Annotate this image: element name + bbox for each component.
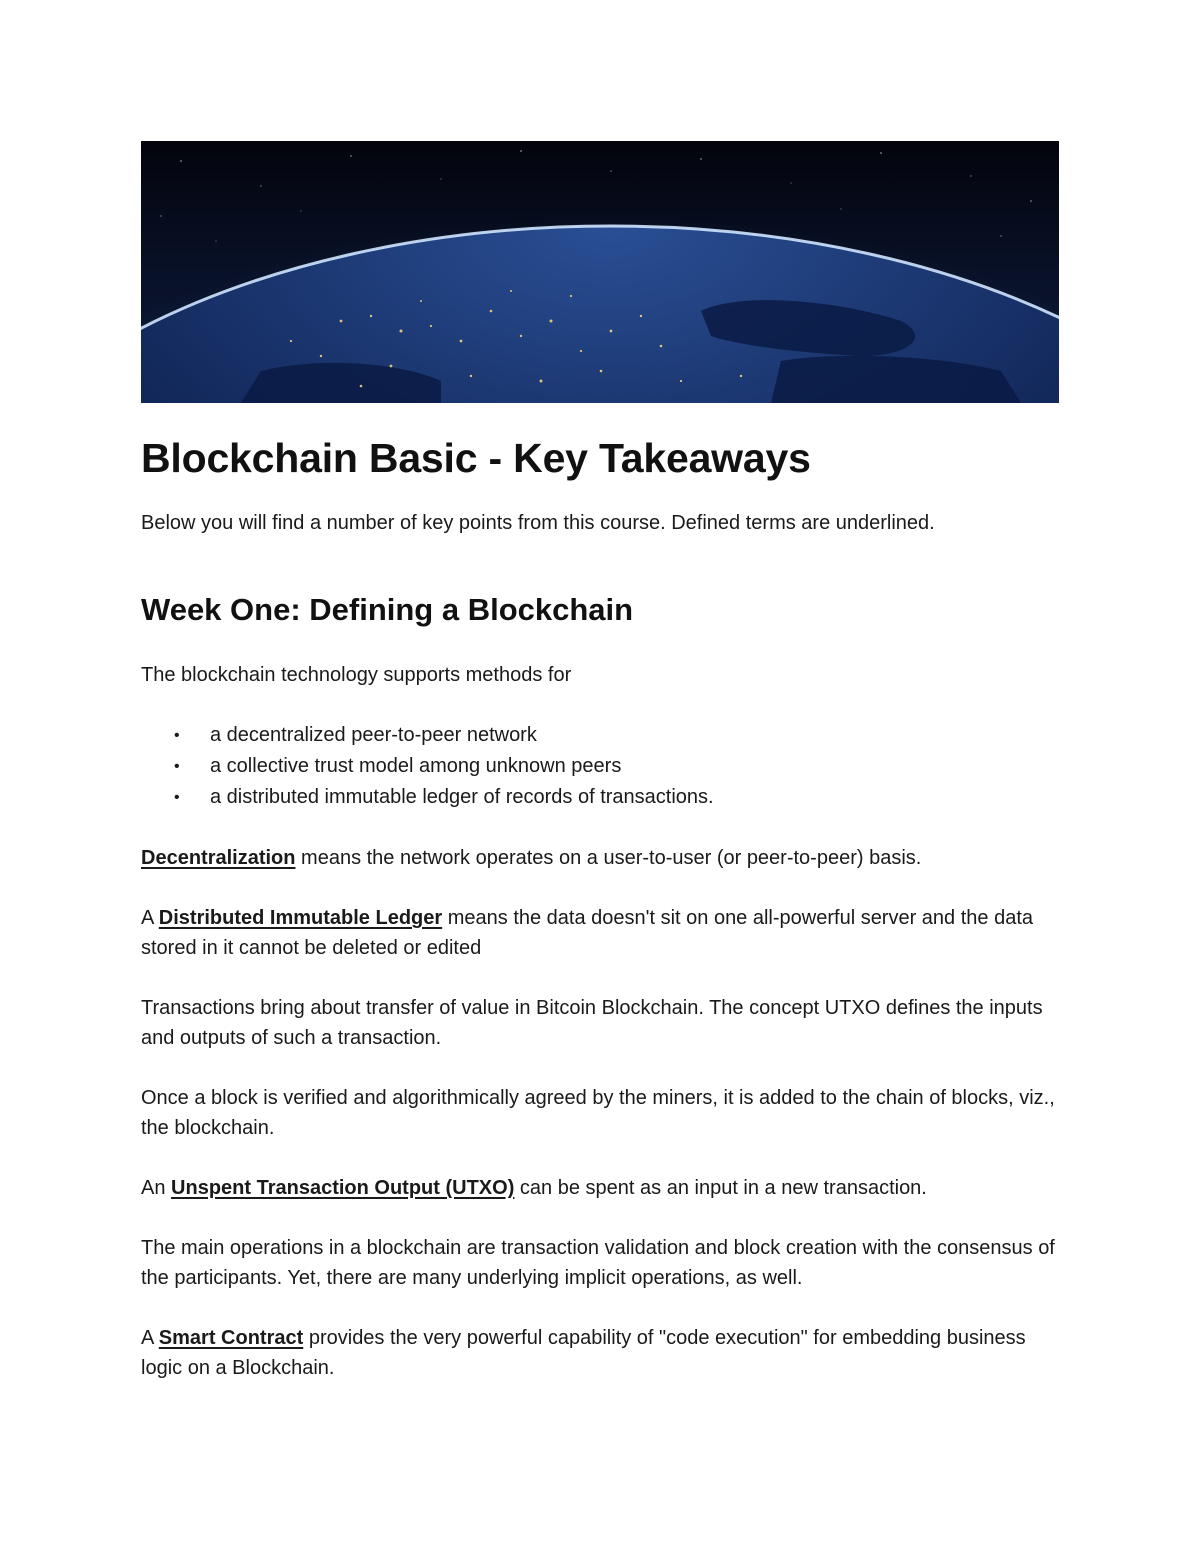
utxo-paragraph bbox=[141, 1173, 1066, 1203]
paragraph-text: A bbox=[141, 1327, 159, 1349]
defined-term: Smart Contract bbox=[158, 1327, 304, 1349]
document-body bbox=[141, 430, 1066, 1413]
decentralization-paragraph bbox=[141, 843, 1066, 873]
paragraph-text: A bbox=[141, 907, 159, 929]
paragraph-text: An bbox=[141, 1177, 172, 1199]
transactions-paragraph: Transactions bring about transfer of value in Bitcoin Blockchain. The concept UTXO defines the inputs and outputs of such a transaction. bbox=[141, 997, 1043, 1049]
defined-term: Decentralization bbox=[141, 847, 296, 869]
bullet-icon: • bbox=[174, 789, 180, 806]
paragraph-text: means the data doesn't sit on one all-powerful server and the data stored in it cannot be deleted or edited bbox=[141, 907, 1034, 959]
list-item-text: a decentralized peer-to-peer network bbox=[210, 724, 537, 746]
operations-paragraph: The main operations in a blockchain are transaction validation and block creation with the consensus of the participants. Yet, there are many underlying implicit operations, as well. bbox=[141, 1237, 1055, 1289]
list-item-text: a distributed immutable ledger of records of transactions. bbox=[210, 786, 714, 808]
intro-paragraph: Below you will find a number of key points from this course. Defined terms are underlined. bbox=[141, 512, 935, 534]
list-item bbox=[141, 720, 1066, 751]
banner-image bbox=[141, 141, 1059, 403]
defined-term: Distributed Immutable Ledger bbox=[158, 907, 443, 929]
smart-contract-paragraph bbox=[141, 1323, 1066, 1383]
list-item bbox=[141, 782, 1066, 813]
list-item-text: a collective trust model among unknown peers bbox=[210, 755, 622, 777]
page-title: Blockchain Basic - Key Takeaways bbox=[141, 435, 811, 481]
paragraph-text: means the network operates on a user-to-user (or peer-to-peer) basis. bbox=[295, 847, 922, 869]
section-heading: Week One: Defining a Blockchain bbox=[141, 592, 634, 627]
paragraph-text: provides the very powerful capability of "code execution" for embedding business logic on a Blockchain. bbox=[141, 1327, 1026, 1379]
ledger-paragraph bbox=[141, 903, 1066, 963]
bullet-icon: • bbox=[174, 727, 180, 744]
defined-term: Unspent Transaction Output (UTXO) bbox=[171, 1177, 515, 1199]
list-item bbox=[141, 751, 1066, 782]
bullet-list bbox=[141, 720, 1066, 813]
block-paragraph: Once a block is verified and algorithmically agreed by the miners, it is added to the chain of blocks, viz., the blockchain. bbox=[141, 1087, 1055, 1139]
bullet-icon: • bbox=[174, 758, 180, 775]
earth-at-night-graphic bbox=[141, 141, 1059, 403]
lead-paragraph: The blockchain technology supports methods for bbox=[141, 664, 572, 686]
paragraph-text: can be spent as an input in a new transaction. bbox=[514, 1177, 927, 1199]
